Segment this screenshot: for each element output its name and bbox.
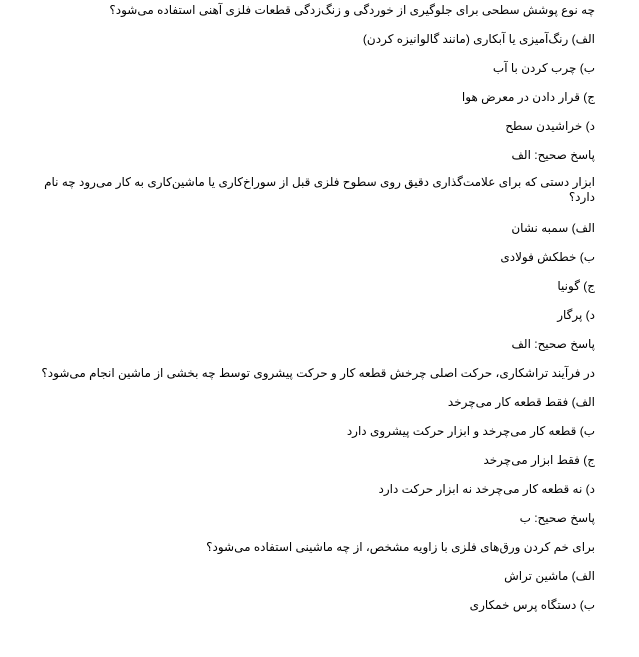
question-4-text: برای خم کردن ورق‌های فلزی با زاویه مشخص، از چه ماشینی استفاده می‌شود؟ bbox=[206, 540, 595, 554]
question-3-option-b: ب) قطعه کار می‌چرخد و ابزار حرکت پیشروی دارد bbox=[346, 424, 595, 438]
question-1-answer: پاسخ صحیح: الف bbox=[511, 148, 595, 162]
question-4-option-b: ب) دستگاه پرس خمکاری bbox=[469, 598, 595, 612]
question-1-text: چه نوع پوشش سطحی برای جلوگیری از خوردگی و زنگ‌زدگی قطعات فلزی آهنی استفاده می‌شود؟ bbox=[109, 3, 595, 17]
question-2-option-d: د) پرگار bbox=[557, 308, 595, 322]
question-3-option-c: ج) فقط ابزار می‌چرخد bbox=[483, 453, 595, 467]
question-3-text: در فرآیند تراشکاری، حرکت اصلی چرخش قطعه کار و حرکت پیشروی توسط چه بخشی از ماشین انجام می‌شود؟ bbox=[41, 366, 595, 380]
question-3-answer: پاسخ صحیح: ب bbox=[519, 511, 595, 525]
question-3-option-a: الف) فقط قطعه کار می‌چرخد bbox=[447, 395, 595, 409]
question-2-option-b: ب) خطکش فولادی bbox=[500, 250, 595, 264]
question-1-option-b: ب) چرب کردن با آب bbox=[492, 61, 595, 75]
question-1-option-d: د) خراشیدن سطح bbox=[505, 119, 595, 133]
question-4-option-a: الف) ماشین تراش bbox=[504, 569, 595, 583]
question-2-answer: پاسخ صحیح: الف bbox=[511, 337, 595, 351]
question-1-option-c: ج) قرار دادن در معرض هوا bbox=[461, 90, 595, 104]
question-2-option-a: الف) سمبه نشان bbox=[511, 221, 595, 235]
question-1-option-a: الف) رنگ‌آمیزی یا آبکاری (مانند گالوانیزه کردن) bbox=[362, 32, 595, 46]
question-2-text: ابزار دستی که برای علامت‌گذاری دقیق روی سطوح فلزی قبل از سوراخ‌کاری یا ماشین‌کاری به کار می‌رود چه نام دارد؟ bbox=[44, 175, 595, 204]
question-2-option-c: ج) گونیا bbox=[557, 279, 595, 293]
question-3-option-d: د) نه قطعه کار می‌چرخد نه ابزار حرکت دارد bbox=[378, 482, 595, 496]
